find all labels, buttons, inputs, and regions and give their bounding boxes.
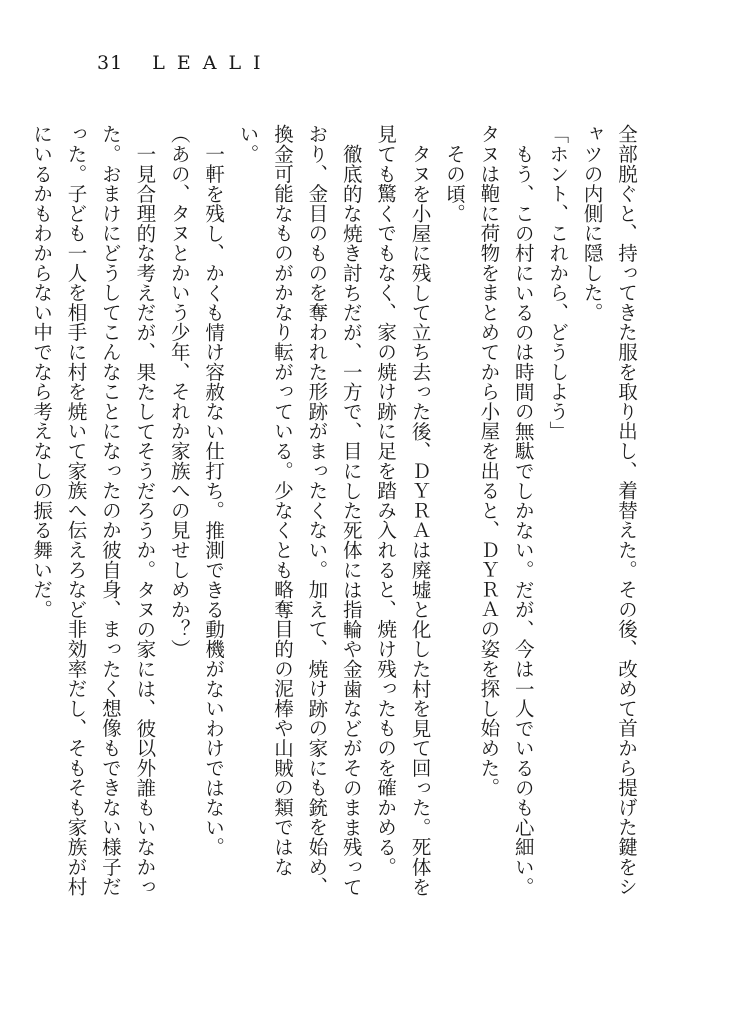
paragraph: もう、この村にいるのは時間の無駄でしかない。だが、今は一人でいるのも心細い。タヌは鞄に荷物をまとめてから小屋を出ると、ＤＹＲＡの姿を探し始めた。 [477, 124, 535, 896]
paragraph: 徹底的な焼き討ちだが、一方で、目にした死体には指輪や金歯などがそのまま残っており、金目のものを奪われた形跡がまったくない。加えて、焼け跡の家にも銃を始め、換金可能なものがかなり転がっている。少なくとも略奪目的の泥棒や山賊の類ではない。 [236, 124, 363, 897]
inner-thought-line: （あの、タヌとかいう少年、それか家族への見せしめか？） [167, 124, 191, 659]
book-title: LEALI [152, 52, 273, 74]
paragraph: タヌを小屋に残して立ち去った後、ＤＹＲＡは廃墟と化した村を見て回った。死体を見ても驚くでもなく、家の焼け跡に足を踏み入れると、焼け残ったものを確かめる。 [374, 124, 432, 896]
paragraph: 一軒を残し、かくも情け容赦ない仕打ち。推測できる動機がないわけではない。 [202, 143, 226, 857]
body-text [30, 124, 643, 914]
paragraph: その頃。 [442, 143, 466, 223]
paragraph: 一見合理的な考えだが、果たしてそうだろうか。タヌの家には、彼以外誰もいなかった。おまけにどうしてこんなことになったのか彼自身、まったく想像もできない様子だった。子ども一人を相手に村を焼いて家族へ伝えろなど非効率だし、そもそも家族が村にいるかもわからない中でなら考えなしの振る舞いだ。 [30, 124, 157, 897]
dialogue-line: 「ホント、これから、どうしよう」 [546, 124, 570, 441]
running-header [97, 52, 273, 74]
page-number: 31 [97, 52, 124, 74]
paragraph: 全部脱ぐと、持ってきた服を取り出し、着替えた。その後、改めて首から提げた鍵をシャツの内側に隠した。 [580, 124, 638, 897]
